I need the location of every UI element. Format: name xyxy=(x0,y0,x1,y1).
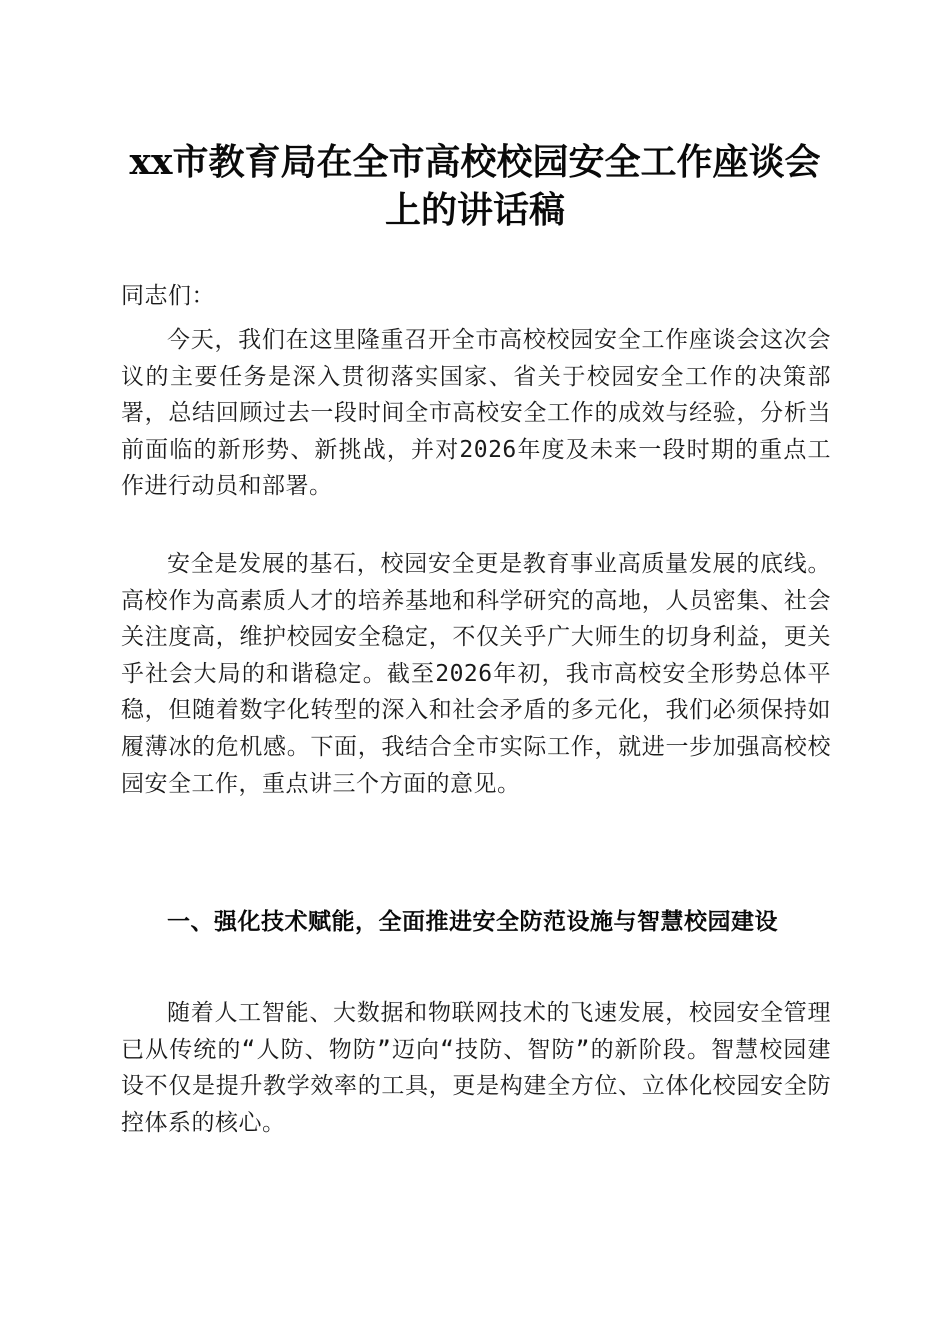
paragraph-2: 安全是发展的基石，校园安全更是教育事业高质量发展的底线。高校作为高素质人才的培养基地和科学研究的高地，人员密集、社会关注度高，维护校园安全稳定，不仅关乎广大师生的切身利益，更关乎社会大局的和谐稳定。截至2026年初，我市高校安全形势总体平稳，但随着数字化转型的深入和社会矛盾的多元化，我们必须保持如履薄冰的危机感。下面，我结合全市实际工作，就进一步加强高校校园安全工作，重点讲三个方面的意见。 xyxy=(121,551,831,797)
document-title-line-2: 上的讲话稿 xyxy=(384,189,565,231)
section-1-heading: 一、强化技术赋能，全面推进安全防范设施与智慧校园建设 xyxy=(167,909,778,935)
salutation: 同志们： xyxy=(121,283,215,309)
paragraph-3: 随着人工智能、大数据和物联网技术的飞速发展，校园安全管理已从传统的“人防、物防”迈向“技防、智防”的新阶段。智慧校园建设不仅是提升教学效率的工具，更是构建全方位、立体化校园安全防控体系的核心。 xyxy=(121,1000,831,1136)
document-title-line-1: xx市教育局在全市高校校园安全工作座谈会 xyxy=(129,141,821,183)
paragraph-1: 今天，我们在这里隆重召开全市高校校园安全工作座谈会这次会议的主要任务是深入贯彻落实国家、省关于校园安全工作的决策部署，总结回顾过去一段时间全市高校安全工作的成效与经验，分析当前面临的新形势、新挑战，并对2026年度及未来一段时期的重点工作进行动员和部署。 xyxy=(121,327,831,500)
